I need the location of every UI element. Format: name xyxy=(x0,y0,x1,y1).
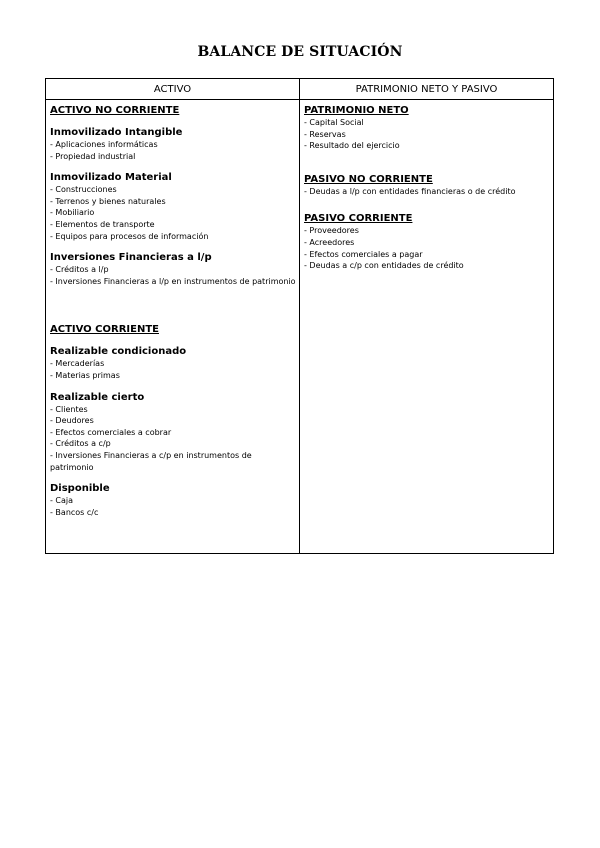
list-item: - Elementos de transporte xyxy=(50,219,155,229)
pasivo-corriente-section xyxy=(304,212,550,271)
list-item: - Efectos comerciales a pagar xyxy=(304,249,423,259)
section-title-pasivo-corriente: PASIVO CORRIENTE xyxy=(304,213,413,225)
item-list xyxy=(50,404,296,474)
list-item: - Terrenos y bienes naturales xyxy=(50,196,166,206)
list-item: - Caja xyxy=(50,496,74,506)
list-item: - Clientes xyxy=(50,404,88,414)
document-title: BALANCE DE SITUACIÓN xyxy=(197,44,403,60)
list-item: - Mercaderías xyxy=(50,359,105,369)
group-title: Inmovilizado Intangible xyxy=(50,127,183,138)
list-item: - Bancos c/c xyxy=(50,507,99,517)
list-item: - Inversiones Financieras a c/p en instrumentos de patrimonio xyxy=(50,450,252,472)
list-item: - Inversiones Financieras a l/p en instrumentos de patrimonio xyxy=(50,276,296,286)
header-patrimonio-pasivo: PATRIMONIO NETO Y PASIVO xyxy=(300,79,554,100)
group-title: Realizable cierto xyxy=(50,391,145,403)
list-item: - Propiedad industrial xyxy=(50,151,136,161)
list-item: - Efectos comerciales a cobrar xyxy=(50,427,172,437)
group-title: Realizable condicionado xyxy=(50,346,187,358)
group-title: Inversiones Financieras a l/p xyxy=(50,252,212,264)
group-title: Inmovilizado Material xyxy=(50,172,172,184)
body-row xyxy=(46,100,554,554)
section-title-activo-no-corriente: ACTIVO NO CORRIENTE xyxy=(50,105,180,116)
item-list xyxy=(304,225,550,271)
group-realizable-cierto xyxy=(50,391,296,474)
list-item: - Créditos a c/p xyxy=(50,439,111,449)
header-row xyxy=(46,79,554,100)
list-item: - Créditos a l/p xyxy=(50,265,109,275)
list-item: - Aplicaciones informáticas xyxy=(50,140,158,149)
list-item: - Construcciones xyxy=(50,185,117,195)
section-title-activo-corriente: ACTIVO CORRIENTE xyxy=(50,324,159,336)
item-list xyxy=(50,264,296,287)
section-title-pasivo-no-corriente: PASIVO NO CORRIENTE xyxy=(304,173,433,185)
item-list xyxy=(50,184,296,242)
list-item: - Acreedores xyxy=(304,237,355,247)
list-item: - Reservas xyxy=(304,129,346,139)
activo-no-corriente-section xyxy=(50,104,296,287)
group-inmovilizado-material xyxy=(50,171,296,242)
group-title: Disponible xyxy=(50,483,110,495)
group-realizable-condicionado xyxy=(50,345,296,381)
item-list xyxy=(50,495,296,518)
list-item: - Deudas a l/p con entidades financieras o de crédito xyxy=(304,186,516,196)
item-list xyxy=(304,186,550,198)
list-item: - Capital Social xyxy=(304,118,364,127)
section-title-patrimonio-neto: PATRIMONIO NETO xyxy=(304,105,409,116)
group-inmovilizado-intangible xyxy=(50,126,296,162)
balance-table xyxy=(45,78,554,554)
list-item: - Deudas a c/p con entidades de crédito xyxy=(304,261,464,271)
header-activo: ACTIVO xyxy=(46,79,300,100)
pasivo-no-corriente-section xyxy=(304,173,550,198)
list-item: - Mobiliario xyxy=(50,208,95,218)
activo-corriente-section xyxy=(50,323,296,518)
list-item: - Resultado del ejercicio xyxy=(304,141,400,151)
list-item: - Equipos para procesos de información xyxy=(50,231,209,241)
pasivo-column xyxy=(300,100,554,554)
activo-column xyxy=(46,100,300,554)
item-list xyxy=(50,358,296,381)
item-list xyxy=(304,117,550,152)
list-item: - Proveedores xyxy=(304,226,359,236)
list-item: - Materias primas xyxy=(50,370,120,380)
item-list xyxy=(50,139,296,162)
group-disponible xyxy=(50,482,296,518)
group-inversiones-financieras-lp xyxy=(50,251,296,287)
list-item: - Deudores xyxy=(50,416,94,426)
patrimonio-neto-section xyxy=(304,104,550,152)
